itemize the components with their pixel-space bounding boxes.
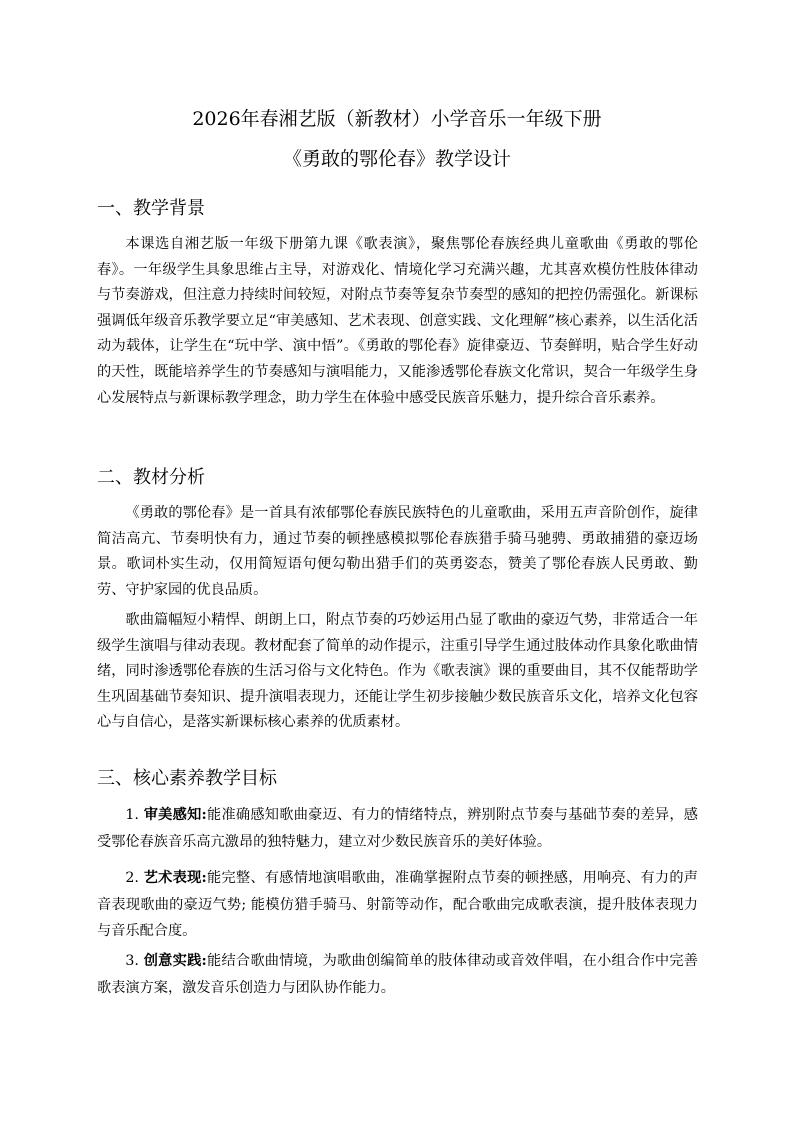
goal-text: 能结合歌曲情境，为歌曲创编简单的肢体律动或音效伴唱，在小组合作中完善歌表演方案，激发音乐创造力与团队协作能力。 [97, 953, 698, 996]
goal-number: 2. [125, 870, 139, 886]
paragraph-material-analysis-2: 歌曲篇幅短小精悍、朗朗上口，附点节奏的巧妙运用凸显了歌曲的豪迈气势，非常适合一年级学生演唱与律动表现。教材配套了简单的动作提示，注重引导学生通过肢体动作具象化歌曲情绪，同时渗透鄂伦春族的生活习俗与文化特色。作为《歌表演》课的重要曲目，其不仅能帮助学生巩固基础节奏知识、提升演唱表现力，还能让学生初步接触少数民族音乐文化，培养文化包容心与自信心，是落实新课标核心素养的优质素材。 [97, 612, 698, 731]
goal-item-aesthetic-perception [97, 802, 698, 855]
paragraph-material-analysis-1: 《勇敢的鄂伦春》是一首具有浓郁鄂伦春族民族特色的儿童歌曲，采用五声音阶创作，旋律简洁高亢、节奏明快有力，通过节奏的顿挫感模拟鄂伦春族猎手骑马驰骋、勇敢捕猎的豪迈场景。歌词朴实生动，仅用简短语句便勾勒出猎手们的英勇姿态，赞美了鄂伦春族人民勇敢、勤劳、守护家园的优良品质。 [97, 505, 698, 598]
goal-label: 审美感知: [143, 807, 207, 823]
goal-item-artistic-expression [97, 865, 698, 945]
goal-label: 创意实践: [143, 953, 207, 969]
goal-label: 艺术表现: [143, 870, 207, 886]
section-heading-material-analysis: 二、教材分析 [97, 467, 205, 488]
section-heading-core-goals: 三、核心素养教学目标 [97, 768, 277, 789]
document-title-line-2: 《勇敢的鄂伦春》教学设计 [282, 148, 511, 170]
paragraph-background: 本课选自湘艺版一年级下册第九课《歌表演》，聚焦鄂伦春族经典儿童歌曲《勇敢的鄂伦春》。一年级学生具象思维占主导，对游戏化、情境化学习充满兴趣，尤其喜欢模仿性肢体律动与节奏游戏，但注意力持续时间较短，对附点节奏等复杂节奏型的感知的把控仍需强化。新课标强调低年级音乐教学要立足“审美感知、艺术表现、创意实践、文化理解”核心素养，以生活化活动为载体，让学生在“玩中学、演中悟”。《勇敢的鄂伦春》旋律豪迈、节奏鲜明，贴合学生好动的天性，既能培养学生的节奏感知与演唱能力，又能渗透鄂伦春族文化常识，契合一年级学生身心发展特点与新课标教学理念，助力学生在体验中感受民族音乐魅力，提升综合音乐素养。 [97, 236, 698, 406]
goal-number: 1. [125, 807, 139, 823]
goal-item-creative-practice [97, 948, 698, 1001]
goal-text: 能完整、有感情地演唱歌曲，准确掌握附点节奏的顿挫感，用响亮、有力的声音表现歌曲的豪迈气势; 能模仿猎手骑马、射箭等动作，配合歌曲完成歌表演，提升肢体表现力与音乐配合度。 [97, 870, 698, 939]
goal-text: 能准确感知歌曲豪迈、有力的情绪特点，辨别附点节奏与基础节奏的差异，感受鄂伦春族音乐高亢激昂的独特魅力，建立对少数民族音乐的美好体验。 [97, 807, 698, 850]
document-title-line-1: 2026年春湘艺版（新教材）小学音乐一年级下册 [192, 108, 602, 130]
goal-number: 3. [125, 953, 139, 969]
section-heading-background: 一、教学背景 [97, 198, 205, 219]
